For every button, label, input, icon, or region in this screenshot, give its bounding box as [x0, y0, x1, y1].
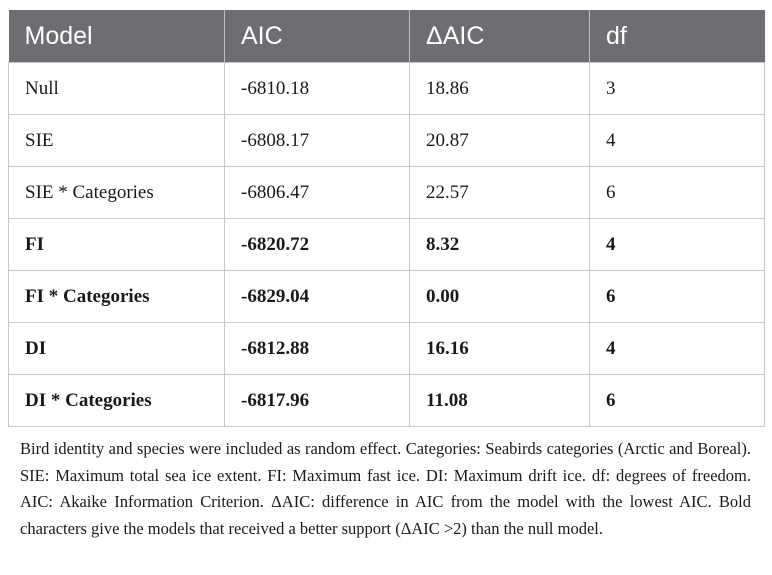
cell-model: Null — [9, 63, 225, 115]
cell-aic: -6812.88 — [225, 323, 410, 375]
header-delta-aic: ΔAIC — [410, 10, 590, 63]
header-aic: AIC — [225, 10, 410, 63]
header-model: Model — [9, 10, 225, 63]
cell-model: SIE * Categories — [9, 167, 225, 219]
cell-delta-aic: 11.08 — [410, 375, 590, 427]
table-footnote: Bird identity and species were included as random effect. Categories: Seabirds categories (Arctic and Boreal). SIE: Maximum total sea ice extent. FI: Maximum fast ice. DI: Maximum drift ice. df: degrees of freedom. AIC: Akaike Information Criterion. ΔAIC: difference in AIC from the model with the lowest AIC. Bold characters give the models that received a better support (ΔAIC >2) than the null model. — [20, 439, 751, 538]
cell-df: 4 — [590, 115, 765, 167]
cell-aic: -6820.72 — [225, 219, 410, 271]
cell-model: DI — [9, 323, 225, 375]
cell-model: FI — [9, 219, 225, 271]
cell-aic: -6806.47 — [225, 167, 410, 219]
table-row — [9, 375, 765, 427]
cell-aic: -6810.18 — [225, 63, 410, 115]
cell-delta-aic: 18.86 — [410, 63, 590, 115]
table-row — [9, 323, 765, 375]
cell-delta-aic: 8.32 — [410, 219, 590, 271]
model-comparison-table — [8, 10, 765, 427]
cell-aic: -6829.04 — [225, 271, 410, 323]
cell-model: FI * Categories — [9, 271, 225, 323]
cell-df: 6 — [590, 375, 765, 427]
model-comparison-table-container — [8, 10, 764, 427]
cell-model: SIE — [9, 115, 225, 167]
cell-model: DI * Categories — [9, 375, 225, 427]
cell-delta-aic: 20.87 — [410, 115, 590, 167]
cell-df: 6 — [590, 271, 765, 323]
header-df: df — [590, 10, 765, 63]
table-row — [9, 63, 765, 115]
cell-aic: -6808.17 — [225, 115, 410, 167]
table-row — [9, 271, 765, 323]
cell-delta-aic: 22.57 — [410, 167, 590, 219]
cell-df: 4 — [590, 219, 765, 271]
cell-delta-aic: 16.16 — [410, 323, 590, 375]
table-body — [9, 63, 765, 427]
table-row — [9, 167, 765, 219]
table-header-row — [9, 10, 765, 63]
cell-delta-aic: 0.00 — [410, 271, 590, 323]
table-row — [9, 115, 765, 167]
cell-df: 3 — [590, 63, 765, 115]
table-row — [9, 219, 765, 271]
cell-df: 6 — [590, 167, 765, 219]
cell-df: 4 — [590, 323, 765, 375]
cell-aic: -6817.96 — [225, 375, 410, 427]
